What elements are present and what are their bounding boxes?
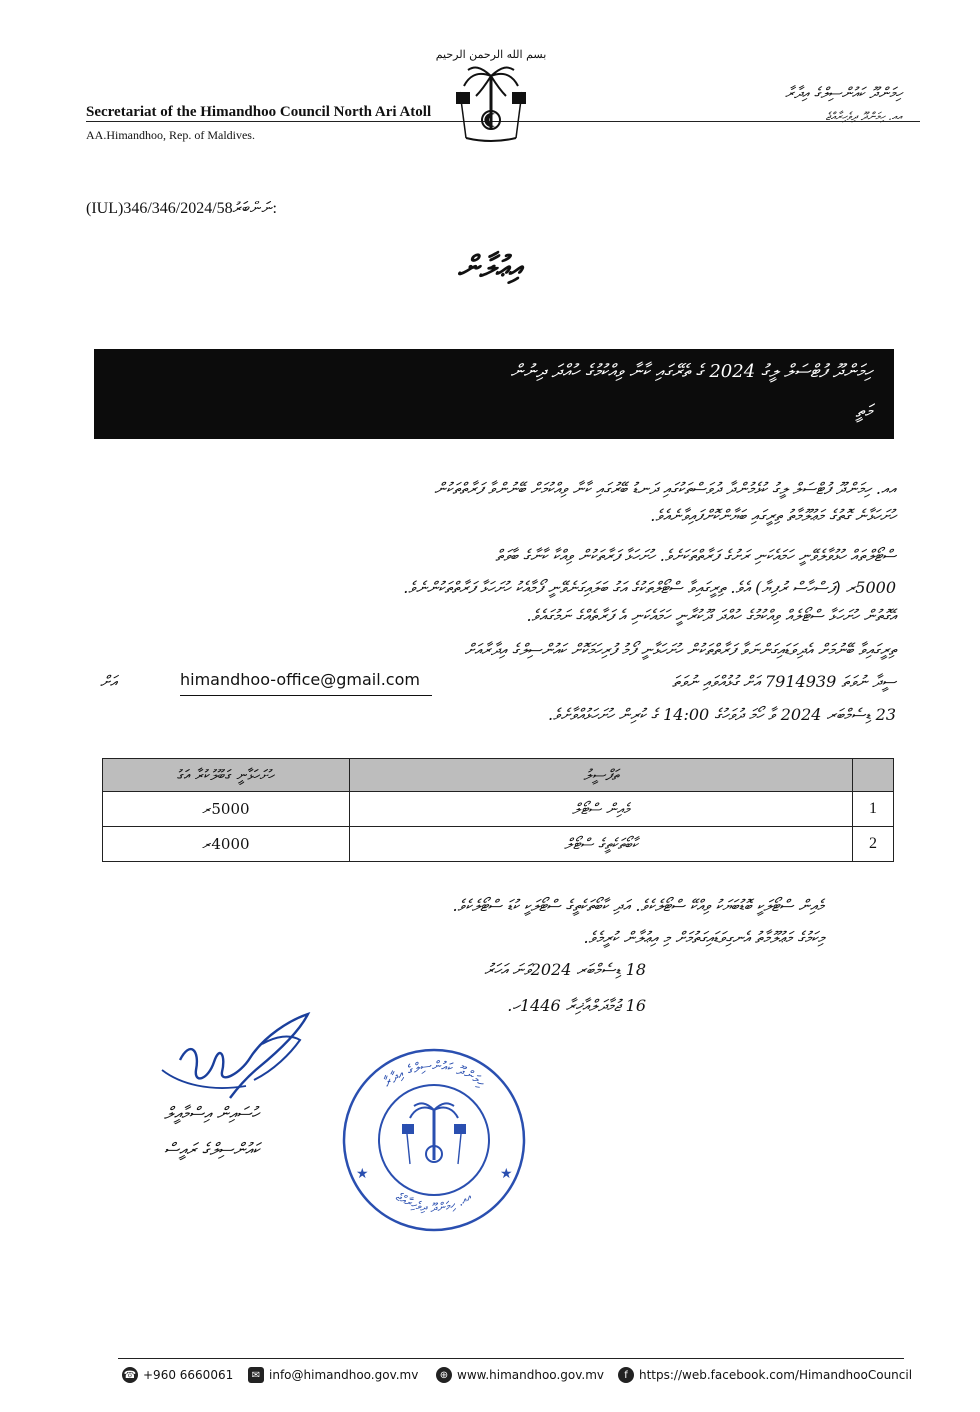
paragraph-3-line-2-pre: ސީދާ ނުވަތަ 7914939 އަށް ގުޅުއްވައި ނުވަތަ <box>672 672 896 691</box>
header-address-en: AA.Himandhoo, Rep. of Maldives. <box>86 128 255 142</box>
closing-line-1: މެއިން ސްޓޯލަކީ ބޮޑުބަޔަކު ވިއްކޭ ސްޓޯލެކެވެ. އަދި ކާބޯތަކެތީގެ ސްޓޯލަކީ ކުޑަ ސްޓޯލެކެވެ. <box>452 896 824 915</box>
header-place: ތަފްސީލު <box>350 759 853 792</box>
table-row <box>103 827 894 862</box>
banner-line-2: މަތީ <box>855 401 872 422</box>
council-seal-icon <box>334 1040 534 1240</box>
signatory-name: ހުސައިން އިސްމާއީލް <box>164 1104 259 1124</box>
row-price: 5000ރ <box>103 792 350 827</box>
paragraph-2-line-1: ސްޓޯލްތައް ހުޅުވާލެވޭނީ ހަމައެކަނި ރަށުގެ ފަރާތްތަކަށެވެ. ހުށަހަޅާ ފަރާތަކުން ވިއްކާ ކާނާގެ ބާވަތް <box>495 546 896 565</box>
row-num: 1 <box>853 792 894 827</box>
reference-value: (IUL)346/346/2024/58 <box>86 200 233 217</box>
contact-email-link[interactable]: himandhoo-office@gmail.com <box>180 670 420 689</box>
footer-divider <box>118 1358 904 1359</box>
row-place: މެއިން ސްޓޯލް <box>350 792 853 827</box>
paragraph-2-line-3: އެގޮތުން ހުށަހަޅާ ސްޓޯލެއް ވިއްކުމުގެ ހުއްދަ ދޫކުރާނީ ހަމައެކަނި އެ ފަރާތެއްގެ ނަމުގައެވެ. <box>526 606 896 625</box>
subject-banner <box>94 349 894 439</box>
paragraph-3-line-3: 23 ޑިސެމްބަރ 2024 ވާ ހޯމަ ދުވަހުގެ 14:00 ގެ ކުރިން ހުށަހަޅުއްވާށެވެ. <box>547 705 896 724</box>
globe-icon: ⊕ <box>436 1367 452 1383</box>
row-num: 2 <box>853 827 894 862</box>
footer-website-text[interactable]: www.himandhoo.gov.mv <box>457 1368 604 1382</box>
reference-label: ނަންބަރު: <box>232 200 277 217</box>
row-price: 4000ރ <box>103 827 350 862</box>
phone-icon: ☎ <box>122 1367 138 1383</box>
signatory-title: ކައުންސިލްގެ ރައީސް <box>164 1140 260 1160</box>
banner-line-1: ހިމަންދޫ ފުޓްސަލް ލީގު 2024 ގެ ތެރޭގައި ކާނާ ވިއްކުމުގެ ހުއްދަ ދިނުން <box>510 361 872 382</box>
table-header-row <box>103 759 894 792</box>
table-row <box>103 792 894 827</box>
stall-price-table <box>102 758 894 862</box>
emblem-calligraphy: بسم الله الرحمن الرحيم <box>435 48 547 61</box>
notice-title: އިޢުލާން <box>457 250 523 285</box>
paragraph-3-line-2-post: އަށް <box>100 672 117 691</box>
email-icon: ✉ <box>248 1367 264 1383</box>
signature-icon <box>150 1000 350 1110</box>
footer-facebook[interactable] <box>618 1367 912 1383</box>
closing-line-2: މިކަމުގެ މަޢުލޫމާތު އެނގިވަޑައިގަތުމަށް މި އިޢުލާން ކުރީމެވެ. <box>583 928 824 947</box>
date-gregorian: 18 ޑިސެމްބަރ 2024ވަނަ އަހަރު <box>484 960 646 979</box>
footer-email-text[interactable]: info@himandhoo.gov.mv <box>269 1368 419 1382</box>
paragraph-3-line-1: ތިރީގައިވާ ބޭނުމަށް އެދިވަޑައިގަންނަވާ ފަރާތްތަކުން ހުށަހަޅާނީ ފޯމު ފުރިހަމަކޮށް ކައުންސިލްގެ އިދާރާއަށް <box>464 640 896 659</box>
date-hijri: 16 ޖުމާދަލްއާޚިރާ 1446ހ. <box>507 996 646 1015</box>
reference-number <box>86 200 277 218</box>
footer-phone-text: +960 6660061 <box>143 1368 234 1382</box>
svg-text:★: ★ <box>356 1166 369 1182</box>
seal-outer-text: ހިމަންދޫ ކައުންސިލްގެ އިދާރާ <box>380 1058 488 1091</box>
header-price: ހުށަހަޅާނީ ގަބޫލުކުރާ އަގު <box>103 759 350 792</box>
header-title-dv: ހިމަންދޫ ކައުންސިލްގެ އިދާރާ <box>785 84 902 102</box>
footer-website[interactable] <box>436 1367 604 1383</box>
header-num <box>853 759 894 792</box>
email-underline <box>180 695 432 696</box>
facebook-icon: f <box>618 1367 634 1383</box>
row-place: ކާބޯތަކެތީގެ ސްޓޯލް <box>350 827 853 862</box>
national-emblem-icon <box>435 40 547 150</box>
svg-text:★: ★ <box>500 1166 513 1182</box>
footer-facebook-text[interactable]: https://web.facebook.com/HimandhooCouncil <box>639 1368 913 1382</box>
seal-inner-text: އއ. ހިމަންދޫ ދިވެހިރާއްޖެ <box>393 1189 475 1215</box>
paragraph-2-line-2: 5000ރ (ފަސްހާސް ރުފިޔާ) އެވެ. ތިރީގައިވާ ސްޓޯލްތަކުގެ އަގު ބަލައިގަނެވޭނީ ފޯމާއެކު ހުށަހަޅާ ފަރާތްތަކުންނެވެ. <box>403 578 896 597</box>
header-title-en: Secretariat of the Himandhoo Council North Ari Atoll <box>86 104 432 120</box>
footer-email[interactable] <box>248 1367 418 1383</box>
header-address-dv: އއ. ހިމަންދޫ ދިވެހިރާއްޖެ <box>825 110 902 123</box>
paragraph-1-line-1: އއ. ހިމަންދޫ ފުޓްސަލް ލީގު ކުޅެމުންދާ ދުވަސްތަކުގައި ދަނޑު ބޭރުގައި ކާނާ ވިއްކުމަށް ބޭނުންވާ ފަރާތްތަކުން <box>434 479 896 498</box>
paragraph-1-line-2: ހުށަހަޅާނެ ގޮތުގެ މަޢުލޫމާތު ތިރީގައި ބަޔާންކޮށްފައިވާނެއެވެ. <box>650 506 896 525</box>
footer-phone <box>122 1367 233 1383</box>
